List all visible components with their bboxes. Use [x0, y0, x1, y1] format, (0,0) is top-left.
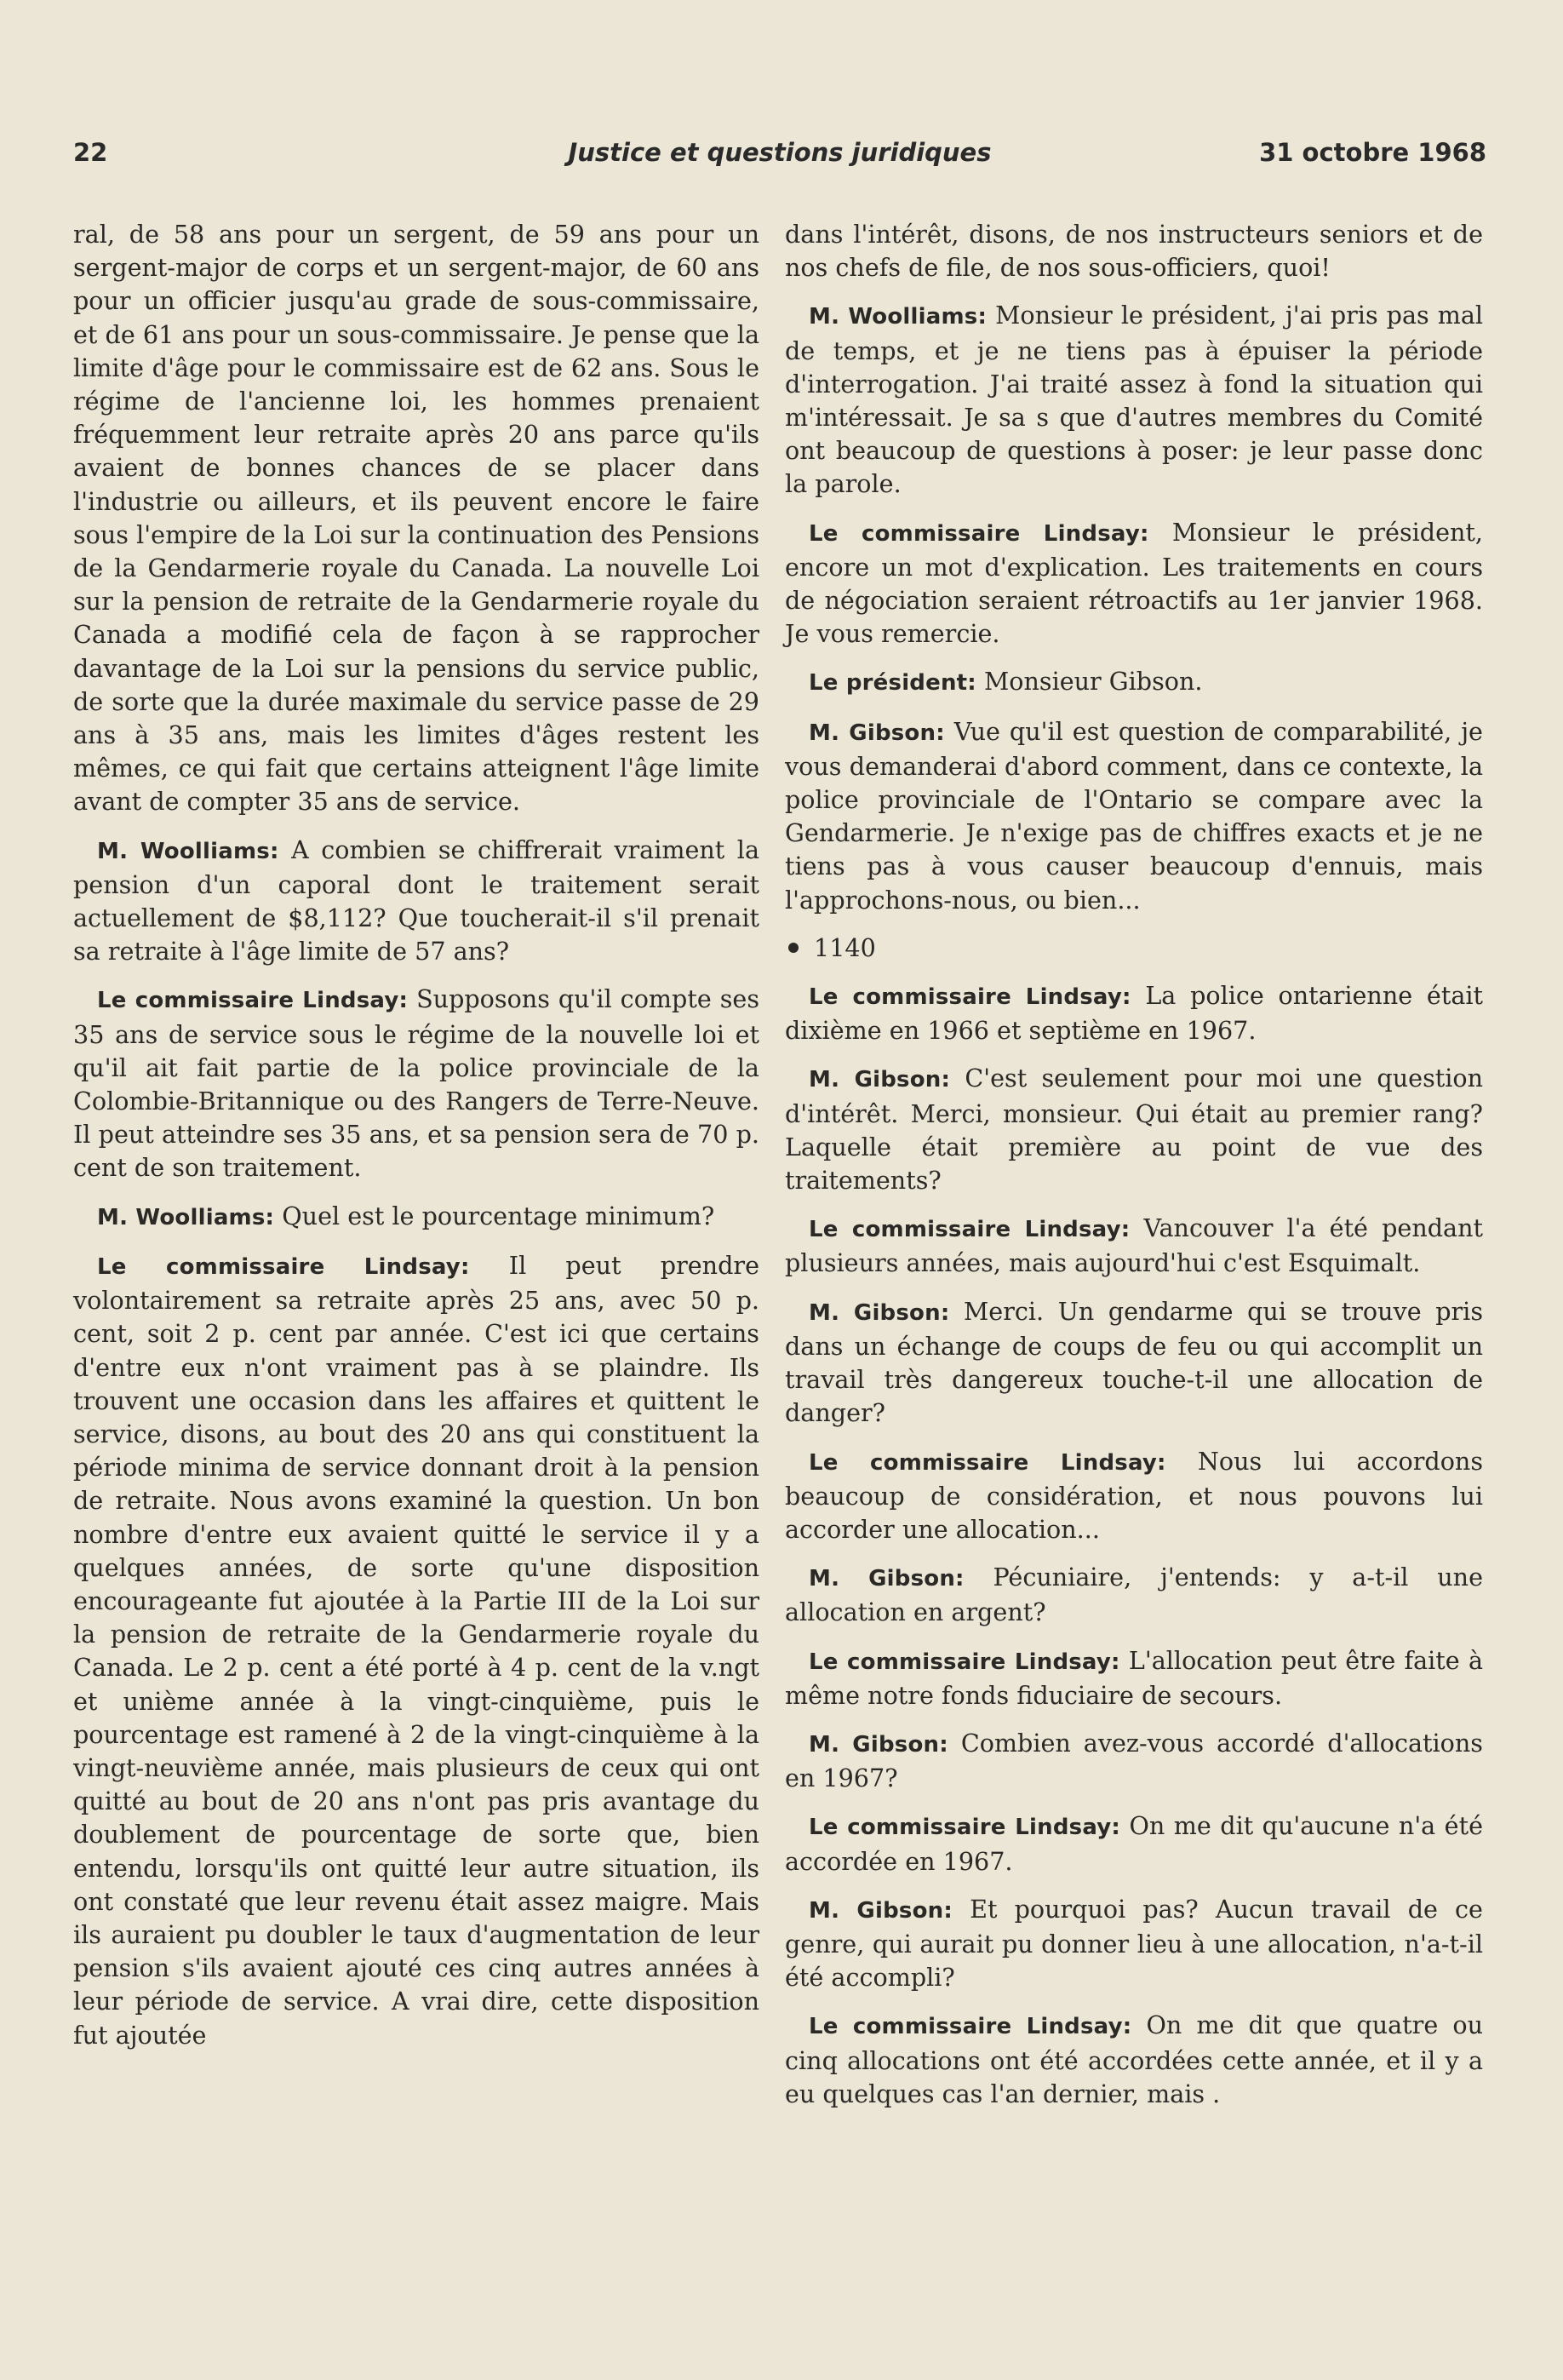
page-header — [73, 138, 1486, 181]
page-number: 22 — [73, 138, 108, 167]
speaker-name: M. Gibson: — [809, 1731, 948, 1758]
speaker-name: M. Gibson: — [809, 1566, 965, 1592]
speaker-name: Le commissaire Lindsay: — [809, 1649, 1120, 1675]
paragraph-text: Pécuniaire, j'entends: y a-t-il une allocation en argent? — [785, 1563, 1483, 1627]
paragraph — [785, 1893, 1483, 1995]
speaker-name: M. Gibson: — [809, 1067, 951, 1093]
paragraph — [73, 1200, 759, 1235]
paragraph-text: A combien se chiffrerait vraiment la pension d'un caporal dont le traitement serait actuellement de $8,112? Que toucherait-il s'il prenait sa retraite à l'âge limite de 57 ans? — [73, 834, 759, 966]
running-title: Justice et questions juridiques — [568, 138, 992, 167]
speaker-name: Le commissaire Lindsay: — [809, 2014, 1132, 2040]
speaker-name: M. Gibson: — [809, 1897, 953, 1924]
speaker-name: M. Gibson: — [809, 720, 945, 746]
paragraph — [785, 1062, 1483, 1197]
paragraph-text: Combien avez-vous accordé d'allocations en 1967? — [785, 1728, 1483, 1793]
paragraph-text: C'est seulement pour moi une question d'intérêt. Merci, monsieur. Qui était au premier rang? Laquelle était première au point de vue des traitements? — [785, 1064, 1484, 1196]
paragraph-text: L'allocation peut être faite à même notre fonds fiduciaire de secours. — [785, 1645, 1483, 1710]
paragraph-text: Merci. Un gendarme qui se trouve pris dans un échange de coups de feu ou qui accomplit un travail très dangereux touche-t-il une allocation de danger? — [785, 1296, 1483, 1428]
paragraph-text: Monsieur le président, encore un mot d'explication. Les traitements en cours de négociation seraient rétroactifs au 1er janvier 1968. Je vous remercie. — [785, 517, 1483, 649]
paragraph — [785, 299, 1483, 501]
paragraph — [785, 1727, 1483, 1795]
paragraph — [785, 1212, 1483, 1280]
paragraph-text: Quel est le pourcentage minimum? — [282, 1201, 715, 1230]
paragraph-text: Monsieur Gibson. — [983, 667, 1203, 697]
paragraph — [785, 979, 1483, 1047]
paragraph-text: Et pourquoi pas? Aucun travail de ce genre, qui aurait pu donner lieu à une allocation, n'a-t-il été accompli? — [785, 1894, 1483, 1993]
speaker-name: Le commissaire Lindsay: — [97, 988, 409, 1014]
paragraph — [785, 1295, 1483, 1431]
time-marker-text: 1140 — [814, 932, 876, 962]
speaker-name: Le commissaire Lindsay: — [809, 1815, 1121, 1841]
speaker-name: Le commissaire Lindsay: — [809, 984, 1131, 1011]
paragraph-text: Supposons qu'il compte ses 35 ans de service sous le régime de la nouvelle loi et qu'il ait fait partie de la police provinciale de la Colombie-Britannique ou des Rangers de Terre-Neuve. Il peut atteindre ses 35 ans, et sa pension sera de 70 p. cent de son traitement. — [73, 984, 759, 1183]
right-column — [785, 218, 1483, 2125]
speaker-name: Le commissaire Lindsay: — [809, 520, 1149, 547]
paragraph — [785, 516, 1483, 651]
paragraph — [785, 1561, 1483, 1629]
paragraph-text: Il peut prendre volontairement sa retraite après 25 ans, avec 50 p. cent, soit 2 p. cent par année. C'est ici que certains d'entre eux n'ont vraiment pas à se plaindre. Ils trouvent une occasion dans les affaires et quittent le service, disons, au bout des 20 ans qui constituent la période minima de service donnant droit à la pension de retraite. Nous avons examiné la question. Un bon nombre d'entre eux avaient quitté le service il y a quelques années, de sorte qu'une disposition encourageante fut ajoutée à la Partie III de la Loi sur la pension de retraite de la Gendarmerie royale du Canada. Le 2 p. cent a été porté à 4 p. cent de la v.ngt et unième année à la vingt-cinquième, puis le pourcentage est ramené à 2 de la vingt-cinquième à la vingt-neuvième année, mais plusieurs de ceux qui ont quitté au bout de 20 ans n'ont pas pris avantage du doublement de pourcentage de sorte que, bien entendu, lorsqu'ils ont quitté leur autre situation, ils ont constaté que leur revenu était assez maigre. Mais ils auraient pu doubler le taux d'augmentation de leur pension s'ils avaient ajouté ces cinq autres années à leur période de service. A vrai dire, cette disposition fut ajoutée — [73, 1250, 759, 2050]
paragraph-text: ral, de 58 ans pour un sergent, de 59 ans pour un sergent-major de corps et un sergent-major, de 60 ans pour un officier jusqu'au grade de sous-commissaire, et de 61 ans pour un sous-commissaire. Je pense que la limite d'âge pour le commissaire est de 62 ans. Sous le régime de l'ancienne loi, les hommes prenaient fréquemment leur retraite après 20 ans parce qu'ils avaient de bonnes chances de se placer dans l'industrie ou ailleurs, et ils peuvent encore le faire sous l'empire de la Loi sur la continuation des Pensions de la Gendarmerie royale du Canada. La nouvelle Loi sur la pension de retraite de la Gendarmerie royale du Canada a modifié cela de façon à se rapprocher davantage de la Loi sur la pensions du service public, de sorte que la durée maximale du service passe de 29 ans à 35 ans, mais les limites d'âges restent les mêmes, ce qui fait que certains atteignent l'âge limite avant de compter 35 ans de service. — [73, 220, 759, 817]
paragraph — [73, 218, 759, 819]
paragraph — [785, 715, 1483, 917]
paragraph — [785, 665, 1483, 700]
header-date: 31 octobre 1968 — [1259, 138, 1486, 167]
paragraph-text: Monsieur le président, j'ai pris pas mal de temps, et je ne tiens pas à épuiser la période d'interrogation. J'ai traité assez à fond la situation qui m'intéressait. Je sa s que d'autres membres du Comité ont beaucoup de questions à poser: je leur passe donc la parole. — [785, 301, 1484, 499]
paragraph-text: On me dit qu'aucune n'a été accordée en 1967. — [785, 1811, 1484, 1876]
paragraph-text: dans l'intérêt, disons, de nos instructeurs seniors et de nos chefs de file, de nos sous-officiers, quoi! — [785, 220, 1483, 283]
paragraph — [73, 834, 759, 969]
time-marker — [785, 932, 1483, 965]
paragraph — [785, 1809, 1483, 1878]
speaker-name: M. Woolliams: — [97, 838, 279, 864]
paragraph — [785, 1644, 1483, 1712]
paragraph — [785, 1445, 1483, 1547]
left-column — [73, 218, 759, 2067]
paragraph — [785, 218, 1483, 284]
paragraph — [73, 983, 759, 1184]
speaker-name: M. Gibson: — [809, 1299, 950, 1326]
speaker-name: M. Woolliams: — [97, 1204, 275, 1230]
paragraph — [73, 1249, 759, 2052]
paragraph — [785, 2009, 1483, 2111]
paragraph-text: On me dit que quatre ou cinq allocations ont été accordées cette année, et il y a eu quelques cas l'an dernier, mais . — [785, 2010, 1483, 2108]
speaker-name: M. Woolliams: — [809, 304, 988, 330]
speaker-name: Le président: — [809, 670, 976, 697]
paragraph-text: Nous lui accordons beaucoup de considération, et nous pouvons lui accorder une allocation... — [785, 1446, 1484, 1544]
paragraph-text: Vancouver l'a été pendant plusieurs années, mais aujourd'hui c'est Esquimalt. — [785, 1213, 1483, 1278]
speaker-name: Le commissaire Lindsay: — [809, 1449, 1166, 1476]
paragraph-text: La police ontarienne était dixième en 1966 et septième en 1967. — [785, 981, 1484, 1046]
speaker-name: Le commissaire Lindsay: — [809, 1217, 1131, 1243]
bullet-icon — [788, 943, 799, 953]
paragraph-text: Vue qu'il est question de comparabilité, je vous demanderai d'abord comment, dans ce contexte, la police provinciale de l'Ontario se compare avec la Gendarmerie. Je n'exige pas de chiffres exacts et je ne tiens pas à vous causer beaucoup d'ennuis, mais l'approchons-nous, ou bien... — [785, 716, 1483, 915]
speaker-name: Le commissaire Lindsay: — [97, 1253, 470, 1280]
